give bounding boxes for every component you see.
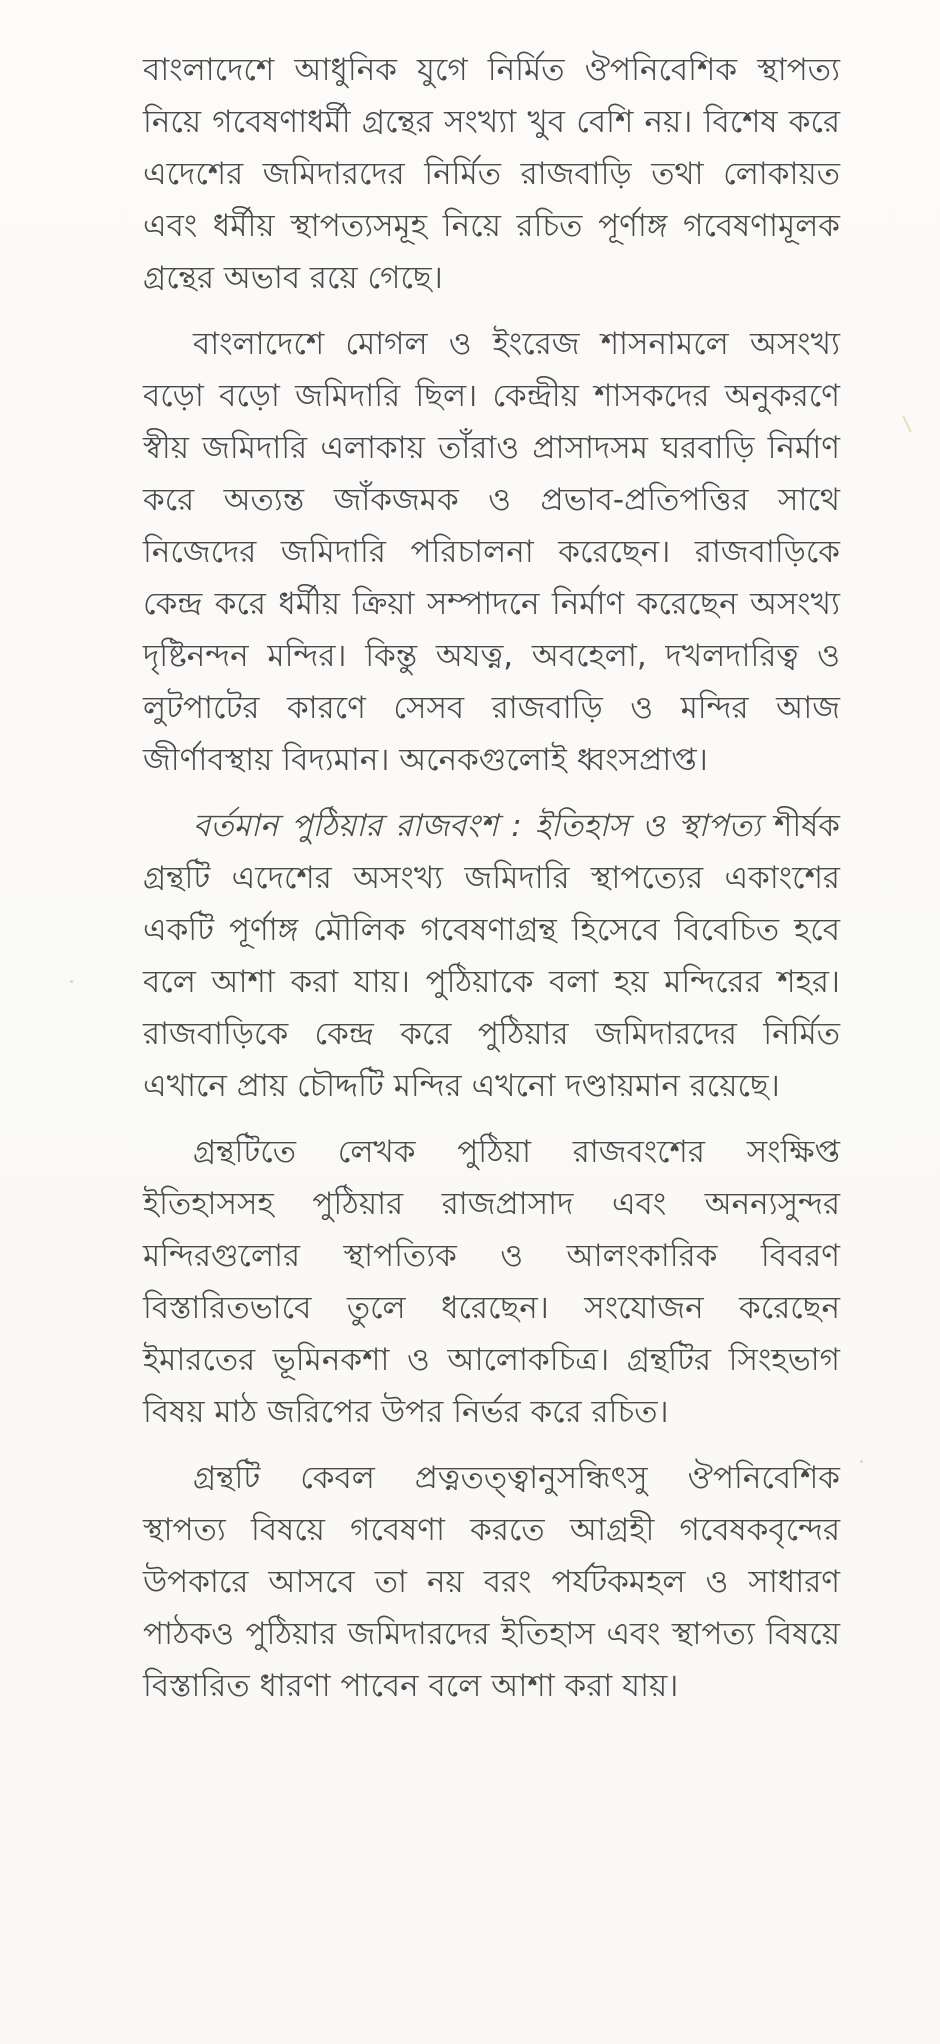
body-text xyxy=(143,44,840,1726)
paragraph-3-text: শীর্ষক গ্রন্থটি এদেশের অসংখ্য জমিদারি স্থাপত্যের একাংশের একটি পূর্ণাঙ্গ মৌলিক গবেষণাগ্রন্থ হিসেবে বিবেচিত হবে বলে আশা করা যায়। পুঠিয়াকে বলা হয় মন্দিরের শহর। রাজবাড়িকে কেন্দ্র করে পুঠিয়ার জমিদারদের নির্মিত এখানে প্রায় চৌদ্দটি মন্দির এখনো দণ্ডায়মান রয়েছে। xyxy=(143,808,840,1104)
paragraph-4 xyxy=(143,1126,840,1438)
book-title: বর্তমান পুঠিয়ার রাজবংশ : ইতিহাস ও স্থাপত্য xyxy=(193,808,761,844)
paragraph-1-text: বাংলাদেশে আধুনিক যুগে নির্মিত ঔপনিবেশিক স্থাপত্য নিয়ে গবেষণাধর্মী গ্রন্থের সংখ্যা খুব বেশি নয়। বিশেষ করে এদেশের জমিদারদের নির্মিত রাজবাড়ি তথা লোকায়ত এবং ধর্মীয় স্থাপত্যসমূহ নিয়ে রচিত পূর্ণাঙ্গ গবেষণামূলক গ্রন্থের অভাব রয়ে গেছে। xyxy=(143,52,840,296)
paper-speck xyxy=(70,980,73,983)
paragraph-1 xyxy=(143,44,840,304)
paragraph-3 xyxy=(143,800,840,1112)
stray-mark xyxy=(902,415,911,432)
paper-speck xyxy=(860,1460,863,1463)
paragraph-2-text: বাংলাদেশে মোগল ও ইংরেজ শাসনামলে অসংখ্য বড়ো বড়ো জমিদারি ছিল। কেন্দ্রীয় শাসকদের অনুকরণে স্বীয় জমিদারি এলাকায় তাঁরাও প্রাসাদসম ঘরবাড়ি নির্মাণ করে অত্যন্ত জাঁকজমক ও প্রভাব-প্রতিপত্তির সাথে নিজেদের জমিদারি পরিচালনা করেছেন। রাজবাড়িকে কেন্দ্র করে ধর্মীয় ক্রিয়া সম্পাদনে নির্মাণ করেছেন অসংখ্য দৃষ্টিনন্দন মন্দির। কিন্তু অযত্ন, অবহেলা, দখলদারিত্ব ও লুটপাটের কারণে সেসব রাজবাড়ি ও মন্দির আজ জীর্ণাবস্থায় বিদ্যমান। অনেকগুলোই ধ্বংসপ্রাপ্ত। xyxy=(143,326,840,778)
paragraph-4-text: গ্রন্থটিতে লেখক পুঠিয়া রাজবংশের সংক্ষিপ্ত ইতিহাসসহ পুঠিয়ার রাজপ্রাসাদ এবং অনন্যসুন্দর মন্দিরগুলোর স্থাপত্যিক ও আলংকারিক বিবরণ বিস্তারিতভাবে তুলে ধরেছেন। সংযোজন করেছেন ইমারতের ভূমিনকশা ও আলোকচিত্র। গ্রন্থটির সিংহভাগ বিষয় মাঠ জরিপের উপর নির্ভর করে রচিত। xyxy=(143,1134,840,1430)
paragraph-2 xyxy=(143,318,840,786)
paragraph-5 xyxy=(143,1452,840,1712)
paragraph-5-text: গ্রন্থটি কেবল প্রত্নতত্ত্বানুসন্ধিৎসু ঔপনিবেশিক স্থাপত্য বিষয়ে গবেষণা করতে আগ্রহী গবেষকবৃন্দের উপকারে আসবে তা নয় বরং পর্যটকমহল ও সাধারণ পাঠকও পুঠিয়ার জমিদারদের ইতিহাস এবং স্থাপত্য বিষয়ে বিস্তারিত ধারণা পাবেন বলে আশা করা যায়। xyxy=(143,1460,840,1704)
